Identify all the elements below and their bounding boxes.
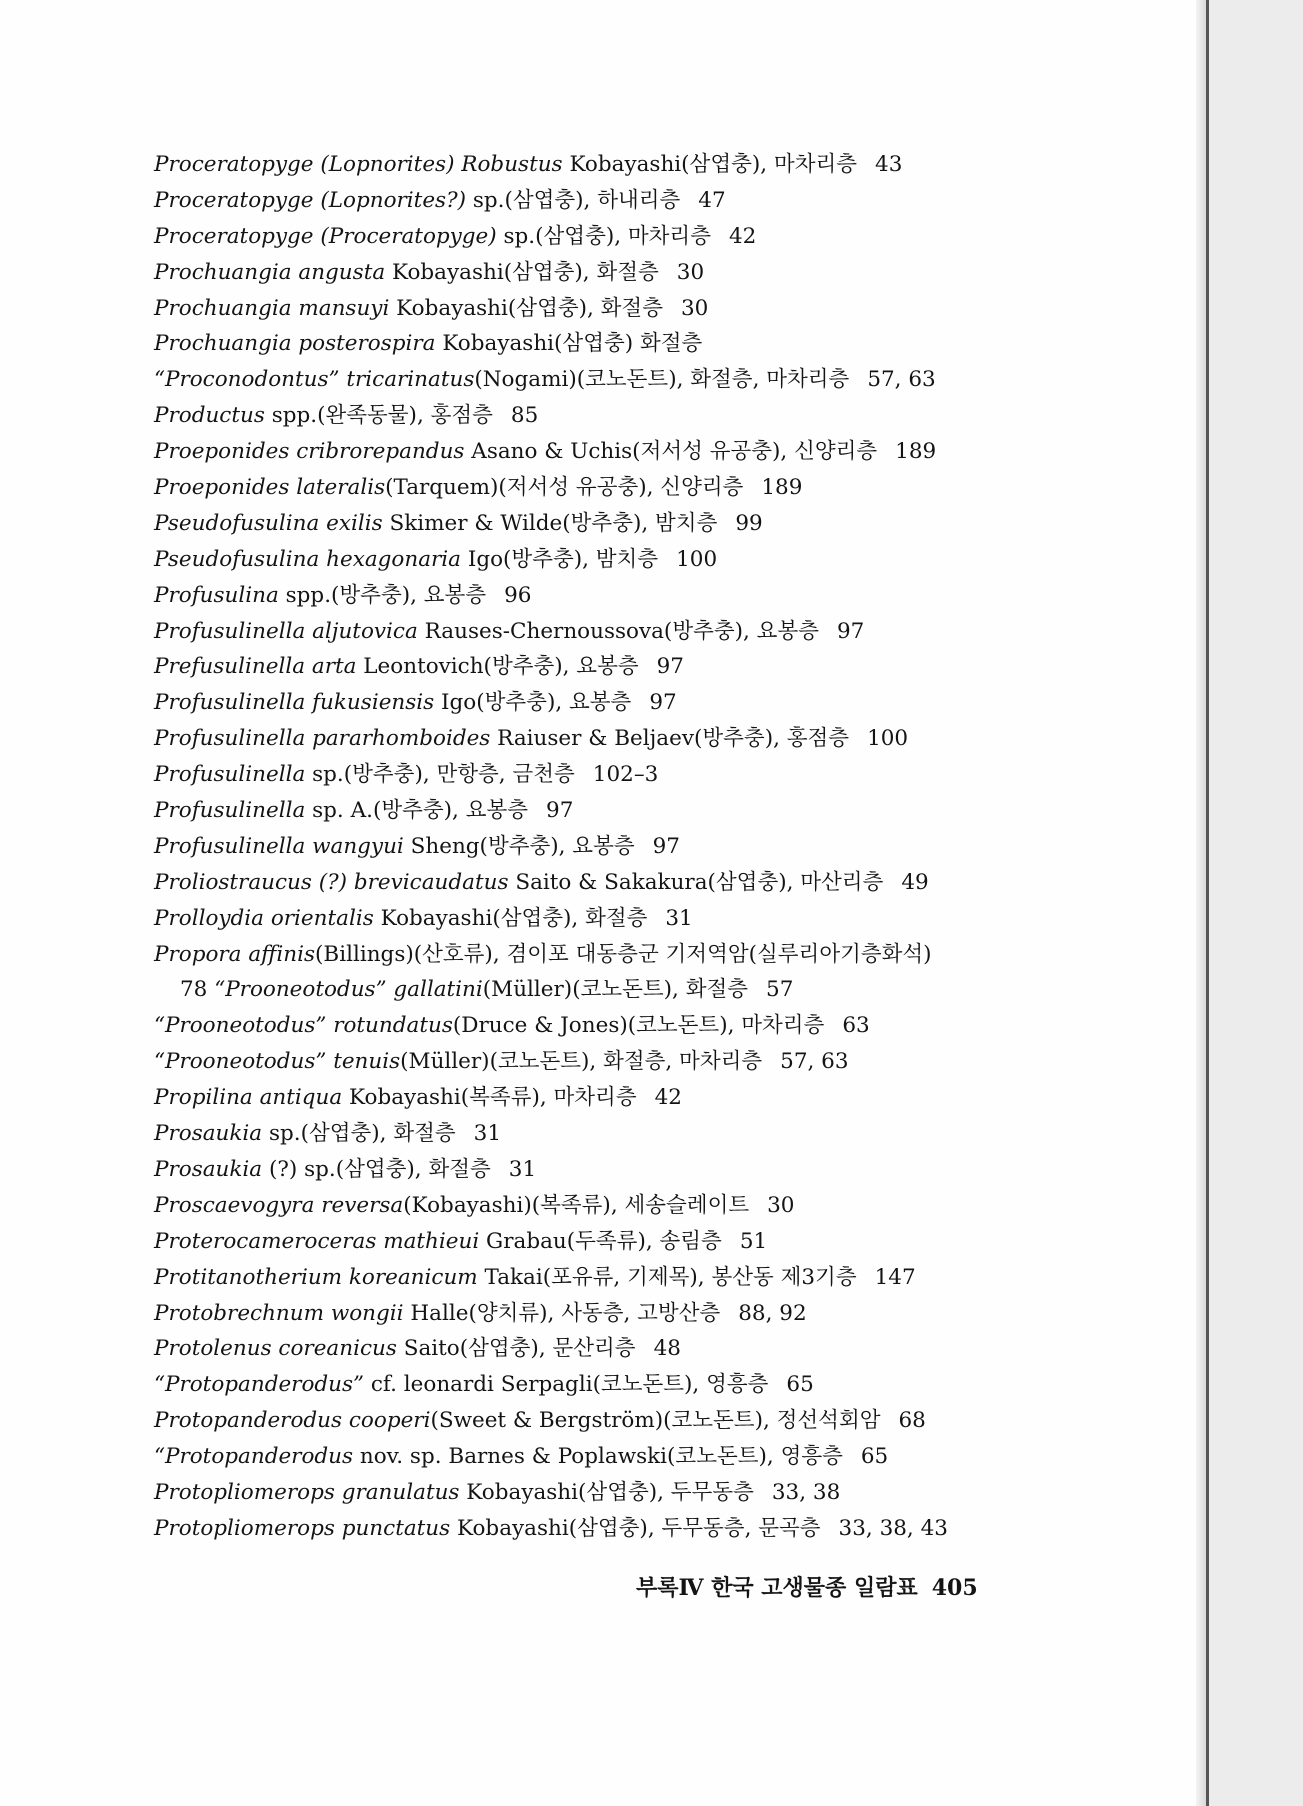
entry-details: sp.(방추충), 만항층, 금천층 [305,762,575,788]
page-reference: 30 [676,259,705,285]
entry-details: spp.(완족동물), 홍점층 [264,403,493,429]
page-reference: 49 [901,869,929,895]
page-reference: 33, 38, 43 [838,1515,948,1541]
entry-details: Kobayashi(삼엽충), 화절층 [389,295,663,321]
entry-details: spp.(방추충), 요봉층 [278,582,487,608]
page-reference: 189 [761,475,803,501]
index-entry [154,1116,1054,1152]
page-reference: 85 [510,403,539,429]
index-entry [154,1044,1054,1080]
page-reference: 31 [665,905,693,931]
page-reference: 88, 92 [738,1300,807,1326]
page-reference: 189 [895,439,937,465]
entry-details: Takai(포유류, 기제목), 봉산동 제3기층 [477,1264,857,1290]
index-entry [154,434,1054,470]
entry-details: sp. A.(방추충), 요봉층 [305,798,529,824]
page-number: 405 [931,1575,978,1601]
index-entry [154,183,1054,219]
index-entry [154,614,1054,650]
index-entry [154,972,1054,1008]
entry-details: Kobayashi(삼엽충) 화절층 [435,331,703,357]
species-name: Protolenus coreanicus [154,1336,397,1362]
page-reference: 42 [654,1085,682,1111]
entry-details: 78 [180,977,215,1003]
page-reference: 65 [786,1372,814,1398]
index-entry [154,1331,1054,1367]
species-name: “Protopanderodus” [154,1372,365,1398]
index-entry [154,1296,1054,1332]
index-entry [154,1188,1054,1224]
page-reference: 57 [766,977,794,1003]
index-entry [154,685,1054,721]
page-reference: 47 [698,187,726,213]
species-name: Prochuangia mansuyi [154,295,390,321]
species-name: Profusulinella pararhomboides [154,726,491,752]
species-name: Protopliomerops granulatus [154,1479,460,1505]
index-entry [154,147,1054,183]
species-name: Prosaukia [154,1156,263,1182]
page-reference: 43 [875,152,903,177]
entry-details: Kobayashi(복족류), 마차리층 [342,1085,637,1111]
page-reference: 99 [735,510,763,536]
page-reference: 51 [739,1228,768,1254]
index-entry [154,1511,1054,1547]
entry-details: Grabau(두족류), 송림층 [479,1228,722,1254]
entry-details: (?) sp.(삼엽충), 화절층 [262,1156,491,1182]
species-name: “Prooneotodus” gallatini [214,977,483,1003]
index-entry [154,1152,1054,1188]
species-name: “Proconodontus” tricarinatus [154,367,475,393]
index-entry [154,1367,1054,1403]
index-entry [154,219,1054,255]
entry-details: Leontovich(방추충), 요봉층 [356,654,639,680]
species-name: Profusulinella aljutovica [154,618,418,644]
index-entry [154,1008,1054,1044]
entry-details: (Billings)(산호류), 겸이포 대동층군 기저역암(실루리아기층화석) [315,941,932,967]
species-name: Prefusulinella arta [154,654,357,680]
species-name: Propilina antiqua [154,1085,343,1111]
viewer-background [1209,0,1303,1806]
index-entry [154,1403,1054,1439]
entry-details: Igo(방추충), 요봉층 [434,690,632,716]
index-entry [154,1475,1054,1511]
entry-details: sp.(삼엽충), 화절층 [262,1121,456,1147]
entry-details: (Müller)(코노돈트), 화절층 [482,977,749,1003]
species-name: Profusulinella wangyui [154,833,404,859]
index-entry [154,1224,1054,1260]
species-name: Protitanotherium koreanicum [154,1264,478,1290]
index-entry [154,757,1054,793]
page-reference: 57, 63 [780,1049,849,1075]
page-reference: 63 [842,1013,870,1039]
page-reference: 102–3 [592,762,659,788]
page-footer [636,1571,978,1602]
species-name: Prochuangia angusta [154,259,386,285]
page-reference: 65 [860,1444,889,1470]
species-name: Proceratopyge (Proceratopyge) [154,223,497,249]
index-entry [154,1439,1054,1475]
species-name: Proceratopyge (Lopnorites) Robustus [154,152,563,177]
entry-details: (Müller)(코노돈트), 화절층, 마차리층 [400,1049,763,1075]
species-name: Prosaukia [154,1121,263,1147]
page-reference: 100 [867,726,909,752]
species-name: Proterocameroceras mathieui [154,1228,480,1254]
index-entry [154,829,1054,865]
page-reference: 31 [508,1156,537,1182]
page-reference: 97 [652,833,680,859]
entry-details: (Kobayashi)(복족류), 세송슬레이트 [403,1192,750,1218]
page-reference: 30 [680,295,709,321]
species-name: Proliostraucus (?) brevicaudatus [154,869,509,895]
page-reference: 96 [504,582,532,608]
entry-details: Halle(양치류), 사동층, 고방산층 [403,1300,721,1326]
index-entry [154,255,1054,291]
page-edge-shadow [1196,0,1206,1806]
entry-details: cf. leonardi Serpagli(코노돈트), 영흥층 [364,1372,769,1398]
entry-details: Igo(방추충), 밤치층 [461,546,659,572]
entry-details: Rauses-Chernoussova(방추충), 요봉층 [417,618,819,644]
species-name: Protopliomerops punctatus [154,1515,451,1541]
species-name: Propora affinis [154,941,316,967]
species-name: Proscaevogyra reversa [154,1192,404,1218]
index-entry [154,901,1054,937]
species-name: Profusulinella [154,762,306,788]
page-reference: 97 [546,798,574,824]
species-name: Prochuangia posterospira [154,331,436,357]
page-reference: 31 [473,1121,501,1147]
fossil-species-index-list [154,147,1054,1547]
species-name: Profusulinella fukusiensis [154,690,435,716]
index-entry [154,793,1054,829]
species-name: Proceratopyge (Lopnorites?) [154,187,466,213]
entry-details: Kobayashi(삼엽충), 화절층 [385,259,659,285]
species-name: “Prooneotodus” rotundatus [154,1013,453,1039]
page-reference: 33, 38 [771,1479,841,1505]
index-entry [154,398,1054,434]
species-name: Pseudofusulina exilis [154,510,383,536]
entry-details: Kobayashi(삼엽충), 두무동층, 문곡층 [450,1515,821,1541]
species-name: Proeponides cribrorepandus [154,439,465,465]
index-entry [154,937,1054,973]
index-entry [154,649,1054,685]
species-name: Protobrechnum wongii [154,1300,404,1326]
page-reference: 147 [874,1264,916,1290]
index-entry [154,578,1054,614]
page-reference: 68 [898,1408,926,1434]
species-name: Profusulina [154,582,279,608]
page-reference: 97 [656,654,684,680]
entry-details: Asano & Uchis(저서성 유공충), 신양리층 [464,439,878,465]
species-name: Prolloydia orientalis [154,905,374,931]
species-name: Proeponides lateralis [154,475,386,501]
entry-details: Skimer & Wilde(방추충), 밤치층 [382,510,718,536]
species-name: “Protopanderodus [154,1444,354,1470]
species-name: Productus [154,403,265,429]
entry-details: (Sweet & Bergström)(코노돈트), 정선석회암 [430,1408,881,1434]
entry-details: Kobayashi(삼엽충), 두무동층 [459,1479,754,1505]
entry-details: sp.(삼엽충), 마차리층 [496,223,711,249]
entry-details: Kobayashi(삼엽충), 마차리층 [562,152,858,177]
index-entry [154,291,1054,327]
species-name: Pseudofusulina hexagonaria [154,546,461,572]
entry-details: Raiuser & Beljaev(방추충), 홍점층 [490,726,850,752]
index-entry [154,1080,1054,1116]
page-reference: 100 [676,546,718,572]
page-reference: 42 [728,223,757,249]
entry-details: Saito(삼엽충), 문산리층 [396,1336,636,1362]
page-reference: 97 [649,690,677,716]
index-entry [154,865,1054,901]
index-entry [154,1260,1054,1296]
species-name: Protopanderodus cooperi [154,1408,431,1434]
entry-details: (Druce & Jones)(코노돈트), 마차리층 [452,1013,825,1039]
entry-details: Kobayashi(삼엽충), 화절층 [373,905,648,931]
page-reference: 57, 63 [867,367,936,393]
page-reference: 48 [653,1336,681,1362]
species-name: Profusulinella [154,798,306,824]
index-entry [154,721,1054,757]
index-entry [154,506,1054,542]
page-reference: 30 [767,1192,795,1218]
entry-details: (Tarquem)(저서성 유공충), 신양리층 [385,475,744,501]
entry-details: Sheng(방추충), 요봉층 [403,833,635,859]
entry-details: nov. sp. Barnes & Poplawski(코노돈트), 영흥층 [353,1444,843,1470]
entry-details: Saito & Sakakura(삼엽충), 마산리층 [508,869,884,895]
index-entry [154,470,1054,506]
index-entry [154,326,1054,362]
entry-details: (Nogami)(코노돈트), 화절층, 마차리층 [474,367,850,393]
entry-details: sp.(삼엽충), 하내리층 [466,187,681,213]
running-title: 부록Ⅳ 한국 고생물종 일람표 [636,1575,918,1601]
species-name: “Prooneotodus” tenuis [154,1049,401,1075]
page-reference: 97 [837,618,865,644]
index-entry [154,362,1054,398]
index-entry [154,542,1054,578]
